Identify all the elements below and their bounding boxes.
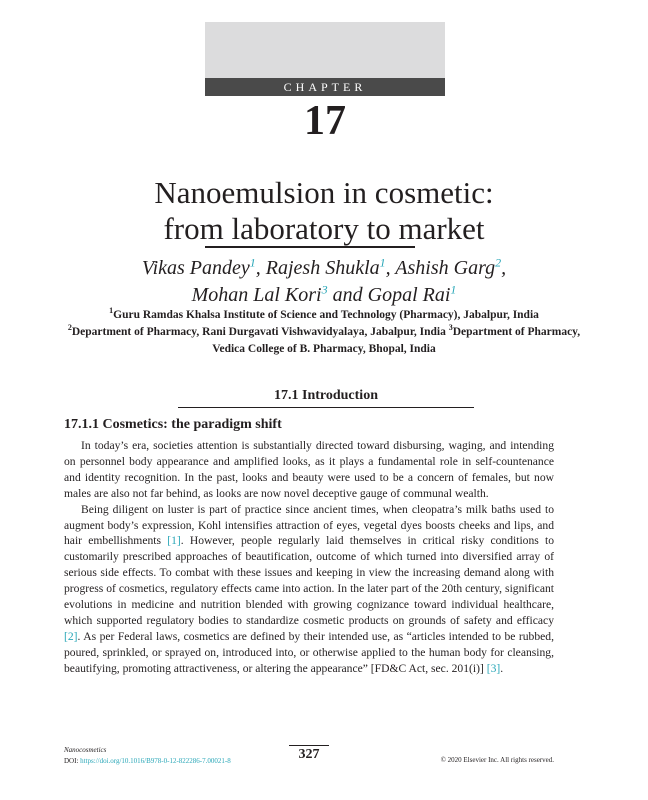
section-heading: 17.1 Introduction: [274, 388, 378, 403]
affiliation-2: Department of Pharmacy, Rani Durgavati Vishwavidyalaya, Jabalpur, India: [71, 326, 446, 338]
author-list: [60, 255, 588, 309]
chapter-number: 17: [304, 98, 346, 144]
citation-link[interactable]: [1]: [167, 534, 181, 548]
author-name: Ashish Garg: [395, 257, 496, 279]
author-affil-ref[interactable]: 2: [495, 255, 502, 270]
author-affil-ref[interactable]: 1: [249, 255, 256, 270]
title-line-1: Nanoemulsion in cosmetic:: [154, 175, 494, 210]
author-affil-ref[interactable]: 1: [379, 255, 386, 270]
author-name: Gopal Rai: [367, 284, 451, 306]
author-affil-ref[interactable]: 1: [450, 282, 457, 297]
author-affil-ref[interactable]: 3: [321, 282, 328, 297]
footer-source: [64, 745, 231, 767]
affiliation-3: Department of Pharmacy, Vedica College of B. Pharmacy, Bhopal, India: [212, 326, 581, 355]
page-number: 327: [298, 747, 320, 762]
author-line-2: Mohan Lal Kori$^3$ and Gopal Rai$^1$: [191, 282, 457, 306]
page-number-rule: [289, 745, 329, 746]
doi-label: DOI:: [64, 757, 81, 765]
author-line-1: Vikas Pandey$^1$, Rajesh Shukla$^1$, Ashish Garg$^2$,: [141, 255, 507, 279]
title-line-2: from laboratory to market: [163, 211, 485, 246]
citation-link[interactable]: [3]: [486, 661, 501, 675]
paragraph-2: Being diligent on luster is part of practice since ancient times, when cleopatra’s milk baths used to augment body’s expression, Kohl intensifies attraction of eyes, vegetal dyes boosts cheeks and lips, and hair embellishments [1]. However, people regularly laid themselves in critical risky conditions to customarily prescribed approaches of beautification, outcome of which turned into diversified array of serious side effects. To combat with these issues and keeping in view the increasing demand along with progress of cosmetics, regulatory effects came into action. In the later part of the 20th century, significant evolutions in medicine and nutrition blended with growing cognizance toward individual healthcare, which supported regulatory bodies to standardize cosmetic products on grounds of safety and efficacy [2]. As per Federal laws, cosmetics are defined by their intended use, as “articles intended to be rubbed, poured, sprinkled, or sprayed on, introduced into, or otherwise applied to the human body for cleansing, beautifying, promoting attractiveness, or altering the appearance” [FD&C Act, sec. 201(i)] [3].: [64, 502, 554, 675]
subsection-heading: 17.1.1 Cosmetics: the paradigm shift: [64, 417, 282, 432]
section-divider: [178, 407, 474, 408]
paragraph-1: In today’s era, societies attention is substantially directed toward disbursing, waging, and intending on personnel body appearance and amplified looks, as it plays a fundamental role in self-countenance and identity recognition. In the past, looks and beauty were used to be a concern of females, but now males are also not far behind, as looks are now novel deceptive gauge of communal wealth.: [64, 439, 554, 500]
author-name: Mohan Lal Kori: [191, 284, 322, 306]
doi-link[interactable]: https://doi.org/10.1016/B978-0-12-822286-7.00021-8: [80, 757, 231, 765]
body-text: [64, 438, 554, 677]
chapter-title: [60, 175, 588, 247]
author-name: Vikas Pandey: [141, 257, 250, 279]
affiliation-1: Guru Ramdas Khalsa Institute of Science and Technology (Pharmacy), Jabalpur, India: [113, 309, 539, 321]
journal-name: Nanocosmetics: [64, 746, 107, 754]
chapter-label: CHAPTER: [205, 78, 445, 96]
chapter-banner: [205, 22, 445, 78]
citation-link[interactable]: [2]: [64, 629, 78, 643]
affiliations: $^1$Guru Ramdas Khalsa Institute of Science and Technology (Pharmacy), Jabalpur, India $^2$Department of Pharmacy, Rani Durgavati Vishwavidyalaya, Jabalpur, India $^3$Department of Pharmacy, Vedica College of B. Pharmacy, Bhopal, India: [67, 306, 581, 355]
copyright: © 2020 Elsevier Inc. All rights reserved.: [440, 756, 554, 764]
title-divider: [205, 246, 415, 248]
author-name: Rajesh Shukla: [265, 257, 380, 279]
